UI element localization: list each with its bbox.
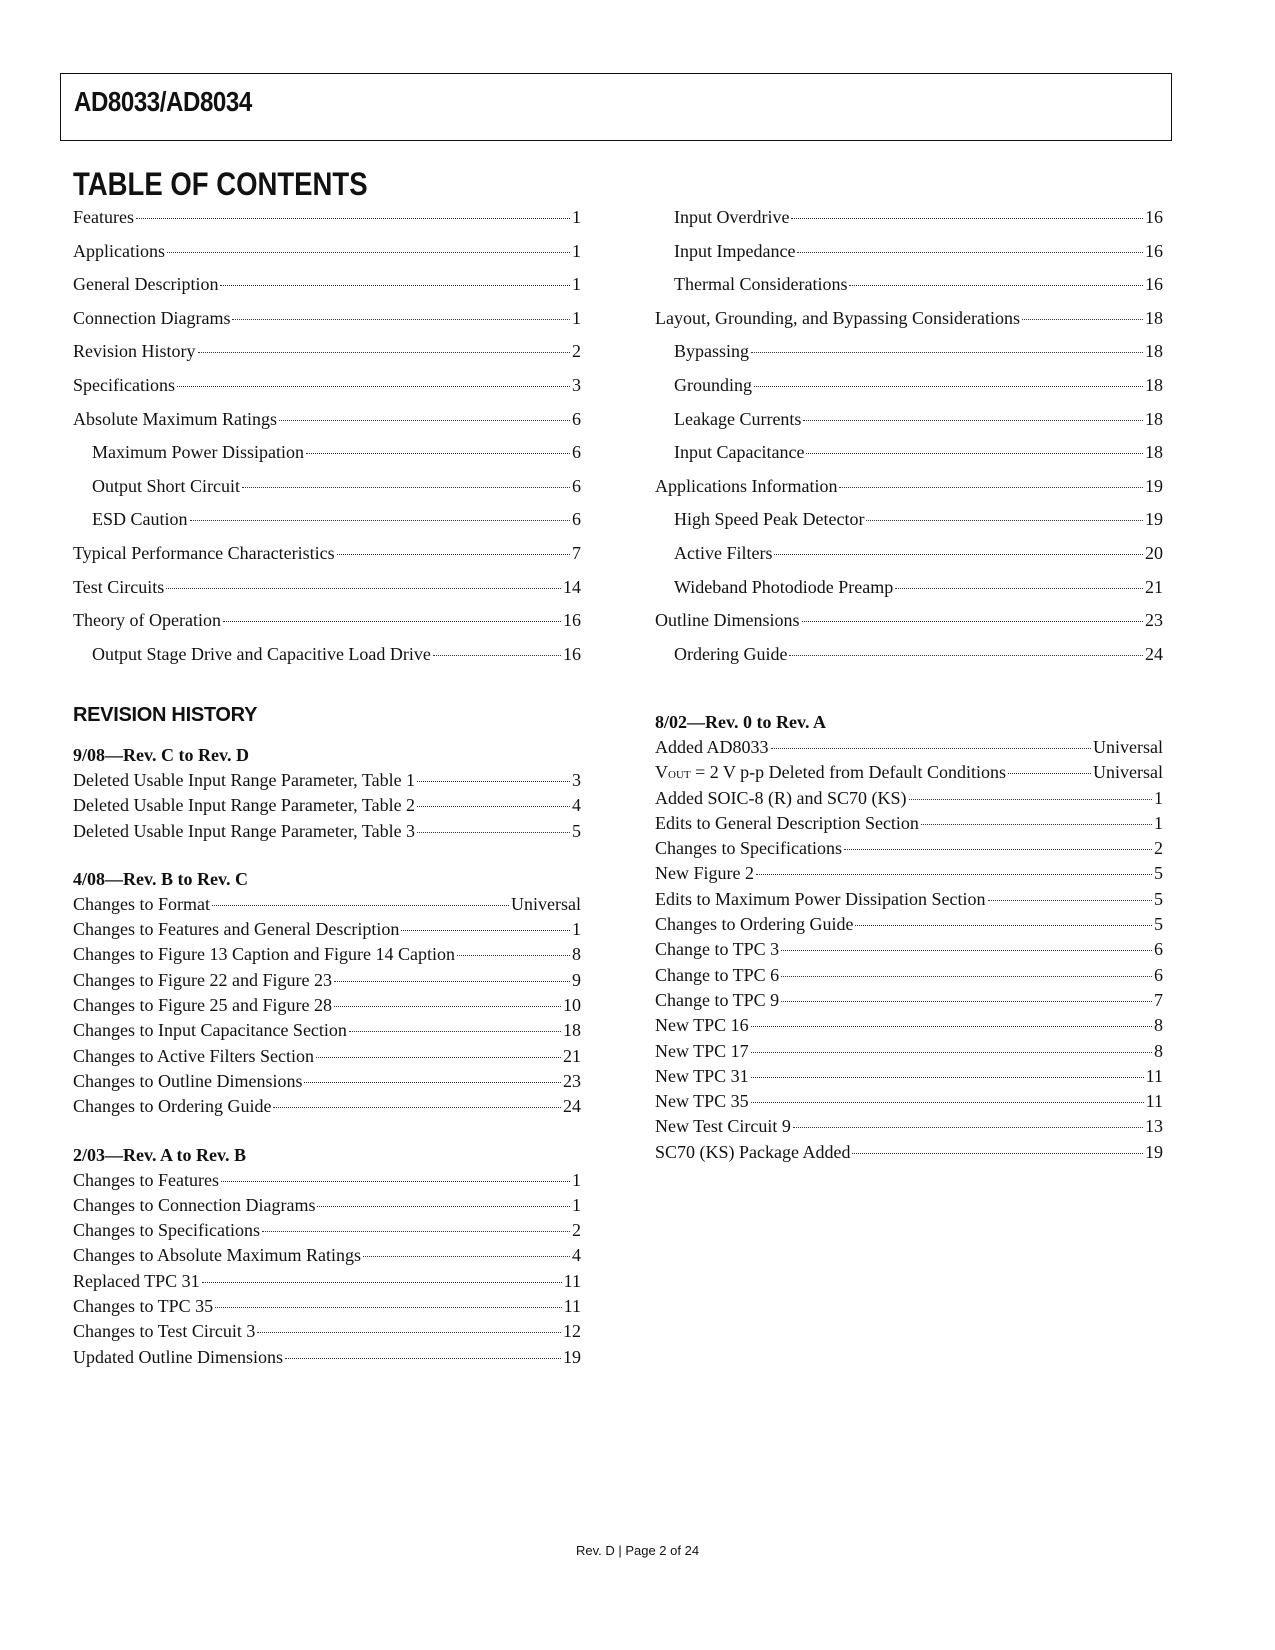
dot-leader	[198, 352, 570, 353]
entry-page-number: 2	[1154, 838, 1163, 859]
entry-page-number: 5	[1154, 863, 1163, 884]
entry-page-number: 5	[572, 820, 581, 841]
dot-leader	[457, 955, 570, 956]
toc-entry[interactable]	[73, 470, 581, 504]
toc-entry[interactable]	[73, 201, 581, 235]
entry-label: Changes to Input Capacitance Section	[73, 1020, 347, 1041]
revision-history-heading: REVISION HISTORY	[73, 704, 258, 726]
dot-leader	[417, 832, 570, 833]
dot-leader	[220, 285, 570, 286]
entry-page-number: 1	[572, 307, 581, 328]
entry-label: Changes to Format	[73, 893, 210, 914]
entry-label: New TPC 17	[655, 1040, 749, 1061]
dot-leader	[215, 1307, 561, 1308]
entry-page-number: 24	[563, 1096, 581, 1117]
revision-entry	[73, 1243, 581, 1268]
revision-group	[73, 866, 581, 1120]
revision-history-right-column	[655, 709, 1163, 1187]
entry-page-number: 8	[572, 944, 581, 965]
entry-page-number: 8	[1154, 1040, 1163, 1061]
header-box	[60, 73, 1172, 141]
toc-entry[interactable]	[73, 369, 581, 403]
revision-entry	[73, 1269, 581, 1294]
toc-title: TABLE OF CONTENTS	[73, 166, 368, 202]
dot-leader	[242, 487, 570, 488]
toc-entry[interactable]	[655, 335, 1163, 369]
entry-label: Change to TPC 6	[655, 964, 780, 985]
toc-entry[interactable]	[73, 302, 581, 336]
entry-page-number: 3	[572, 770, 581, 790]
entry-page-number: 1	[572, 240, 581, 261]
revision-group	[73, 742, 581, 844]
entry-label: New TPC 31	[655, 1065, 749, 1086]
toc-entry[interactable]	[73, 503, 581, 537]
entry-label: Changes to Ordering Guide	[73, 1096, 272, 1117]
dot-leader	[279, 420, 570, 421]
entry-label: Changes to Specifications	[73, 1220, 260, 1241]
entry-page-number: 18	[1145, 374, 1163, 395]
entry-page-number: Universal	[1093, 762, 1163, 783]
entry-label: Test Circuits	[73, 576, 165, 597]
dot-leader	[136, 218, 570, 219]
entry-label: Added AD8033	[655, 737, 769, 757]
entry-label: High Speed Peak Detector	[674, 509, 865, 530]
dot-leader	[789, 655, 1143, 656]
entry-page-number: 10	[563, 995, 581, 1016]
dot-leader	[771, 748, 1092, 749]
dot-leader	[349, 1031, 561, 1032]
entry-page-number: 16	[563, 643, 581, 664]
revision-entry	[655, 1039, 1163, 1064]
entry-page-number: 5	[1154, 888, 1163, 909]
entry-label: Applications Information	[655, 475, 838, 496]
entry-label: Absolute Maximum Ratings	[73, 408, 277, 429]
entry-page-number: 18	[1145, 408, 1163, 429]
entry-page-number: 6	[1154, 964, 1163, 985]
entry-page-number: Universal	[1093, 737, 1163, 757]
dot-leader	[433, 655, 561, 656]
dot-leader	[802, 621, 1144, 622]
dot-leader	[223, 621, 561, 622]
entry-label: Ordering Guide	[674, 643, 788, 664]
toc-entry[interactable]	[655, 201, 1163, 235]
dot-leader	[1022, 319, 1143, 320]
entry-label: Changes to Figure 22 and Figure 23	[73, 969, 332, 990]
dot-leader	[190, 520, 570, 521]
entry-page-number: 11	[563, 1296, 581, 1317]
revision-entry	[655, 887, 1163, 912]
revision-entry	[73, 1044, 581, 1069]
dot-leader	[417, 781, 570, 782]
toc-entry[interactable]	[73, 268, 581, 302]
dot-leader	[221, 1181, 570, 1182]
part-number: AD8033/AD8034	[74, 86, 252, 117]
dot-leader	[781, 950, 1152, 951]
entry-page-number: 23	[563, 1070, 581, 1091]
entry-page-number: 21	[563, 1045, 581, 1066]
dot-leader	[855, 925, 1152, 926]
dot-leader	[866, 520, 1143, 521]
entry-page-number: 1	[572, 207, 581, 227]
revision-entry	[655, 963, 1163, 988]
entry-page-number: 1	[572, 919, 581, 940]
entry-label: Edits to General Description Section	[655, 812, 919, 833]
dot-leader	[334, 1006, 561, 1007]
entry-label: Input Overdrive	[674, 207, 790, 227]
dot-leader	[844, 849, 1152, 850]
entry-label: Output Stage Drive and Capacitive Load Drive	[92, 643, 431, 664]
entry-label: New Test Circuit 9	[655, 1116, 791, 1137]
entry-label: Deleted Usable Input Range Parameter, Table 3	[73, 820, 416, 841]
revision-entry	[73, 1193, 581, 1218]
entry-label: New TPC 35	[655, 1091, 749, 1112]
entry-label: Changes to Absolute Maximum Ratings	[73, 1245, 361, 1266]
revision-history-left-column	[73, 742, 581, 1392]
entry-label: Leakage Currents	[674, 408, 802, 429]
dot-leader	[212, 905, 509, 906]
entry-label: Revision History	[73, 341, 196, 362]
revision-entry	[655, 836, 1163, 861]
dot-leader	[806, 453, 1143, 454]
entry-page-number: 4	[572, 795, 581, 816]
entry-label: Changes to Features	[73, 1169, 219, 1190]
revision-entry	[73, 1168, 581, 1193]
dot-leader	[1008, 773, 1091, 774]
toc-entry[interactable]	[655, 638, 1163, 672]
entry-page-number: 1	[1154, 812, 1163, 833]
entry-page-number: 6	[572, 408, 581, 429]
entry-label: Changes to Outline Dimensions	[73, 1070, 303, 1091]
dot-leader	[167, 252, 570, 253]
dot-leader	[803, 420, 1143, 421]
revision-entry	[73, 1294, 581, 1319]
entry-label: Change to TPC 9	[655, 989, 780, 1010]
revision-entry	[73, 1069, 581, 1094]
revision-entry	[655, 735, 1163, 760]
entry-page-number: 4	[572, 1245, 581, 1266]
toc-left-column	[73, 201, 581, 671]
entry-page-number: 19	[1145, 509, 1163, 530]
dot-leader	[363, 1256, 570, 1257]
revision-entry	[73, 942, 581, 967]
entry-page-number: 1	[572, 1194, 581, 1215]
dot-leader	[852, 1153, 1143, 1154]
toc-entry[interactable]	[655, 604, 1163, 638]
dot-leader	[793, 1127, 1143, 1128]
entry-label: ESD Caution	[92, 509, 188, 530]
revision-entry	[73, 1018, 581, 1043]
entry-label: Changes to Figure 13 Caption and Figure 14 Caption	[73, 944, 455, 965]
entry-label: Updated Outline Dimensions	[73, 1346, 283, 1367]
entry-label: Maximum Power Dissipation	[92, 442, 304, 463]
entry-label: Outline Dimensions	[655, 610, 800, 631]
toc-right-column	[655, 201, 1163, 671]
revision-entry	[655, 988, 1163, 1013]
revision-entry	[73, 993, 581, 1018]
revision-entry	[73, 1218, 581, 1243]
revision-entry	[73, 968, 581, 993]
entry-label: New TPC 16	[655, 1015, 749, 1036]
entry-label: New Figure 2	[655, 863, 754, 884]
revision-group	[655, 709, 1163, 1165]
entry-label-rest: = 2 V p-p Deleted from Default Conditions	[690, 762, 1007, 783]
toc-entry[interactable]	[655, 571, 1163, 605]
toc-entry[interactable]	[655, 436, 1163, 470]
dot-leader	[774, 554, 1143, 555]
entry-page-number: 18	[563, 1020, 581, 1041]
dot-leader	[317, 1206, 570, 1207]
entry-label: Changes to Test Circuit 3	[73, 1321, 256, 1342]
dot-leader	[262, 1231, 570, 1232]
dot-leader	[921, 824, 1152, 825]
toc-entry[interactable]	[73, 571, 581, 605]
page-footer: Rev. D | Page 2 of 24	[575, 1543, 700, 1558]
entry-label: Replaced TPC 31	[73, 1270, 200, 1291]
toc-entry[interactable]	[655, 302, 1163, 336]
revision-entry	[73, 819, 581, 844]
dot-leader	[909, 799, 1153, 800]
entry-label: Changes to Features and General Description	[73, 919, 400, 940]
entry-label: Deleted Usable Input Range Parameter, Table 1	[73, 770, 416, 790]
revision-entry	[655, 1114, 1163, 1139]
entry-page-number: 6	[572, 509, 581, 530]
revision-entry	[73, 917, 581, 942]
dot-leader	[756, 874, 1152, 875]
entry-label: Changes to Connection Diagrams	[73, 1194, 316, 1215]
revision-entry	[73, 1094, 581, 1119]
entry-page-number: 2	[572, 1220, 581, 1241]
entry-label: Bypassing	[674, 341, 750, 362]
revision-entry	[73, 1345, 581, 1370]
entry-label: Applications	[73, 240, 165, 261]
entry-label: Thermal Considerations	[674, 274, 848, 295]
revision-entry	[655, 811, 1163, 836]
entry-label: Input Impedance	[674, 240, 796, 261]
toc-entry[interactable]	[73, 436, 581, 470]
toc-entry[interactable]	[73, 235, 581, 269]
entry-label: Features	[73, 207, 134, 227]
revision-entry	[655, 786, 1163, 811]
dot-leader	[306, 453, 570, 454]
revision-entry	[655, 1140, 1163, 1165]
dot-leader	[417, 806, 570, 807]
toc-entry[interactable]	[655, 369, 1163, 403]
entry-page-number: 18	[1145, 341, 1163, 362]
entry-label: Changes to Active Filters Section	[73, 1045, 314, 1066]
dot-leader	[304, 1082, 561, 1083]
dot-leader	[751, 1102, 1144, 1103]
dot-leader	[781, 1001, 1152, 1002]
entry-page-number: 11	[1145, 1091, 1163, 1112]
revision-group	[73, 1142, 581, 1370]
toc-entry[interactable]	[73, 638, 581, 672]
revision-entry	[655, 1064, 1163, 1089]
toc-entry[interactable]	[73, 403, 581, 437]
entry-page-number: 20	[1145, 542, 1163, 563]
entry-page-number: 24	[1145, 643, 1163, 664]
entry-label: Grounding	[674, 374, 752, 395]
dot-leader	[273, 1107, 561, 1108]
revision-entry	[655, 912, 1163, 937]
dot-leader	[166, 588, 561, 589]
revision-entry	[73, 1319, 581, 1344]
revision-entry	[73, 793, 581, 818]
revision-entry	[655, 937, 1163, 962]
revision-entry	[655, 1089, 1163, 1114]
entry-page-number: 7	[1154, 989, 1163, 1010]
entry-label: Connection Diagrams	[73, 307, 231, 328]
entry-page-number: 8	[1154, 1015, 1163, 1036]
dot-leader	[781, 976, 1152, 977]
dot-leader	[754, 386, 1143, 387]
dot-leader	[797, 252, 1143, 253]
entry-page-number: 19	[1145, 475, 1163, 496]
entry-label: SC70 (KS) Package Added	[655, 1141, 851, 1162]
dot-leader	[751, 352, 1143, 353]
toc-entry[interactable]	[73, 604, 581, 638]
entry-page-number: 18	[1145, 307, 1163, 328]
entry-label: Changes to TPC 35	[73, 1296, 214, 1317]
entry-page-number: 5	[1154, 914, 1163, 935]
entry-page-number: 13	[1145, 1116, 1163, 1137]
entry-page-number: 16	[1145, 240, 1163, 261]
dot-leader	[849, 285, 1143, 286]
entry-page-number: 23	[1145, 610, 1163, 631]
entry-label: Changes to Figure 25 and Figure 28	[73, 995, 332, 1016]
entry-page-number: 2	[572, 341, 581, 362]
dot-leader	[401, 930, 570, 931]
revision-entry	[73, 892, 581, 917]
entry-page-number: 16	[563, 610, 581, 631]
entry-label-subscript: OUT	[668, 769, 691, 782]
entry-page-number: 6	[572, 475, 581, 496]
entry-label: Theory of Operation	[73, 610, 221, 631]
entry-page-number: Universal	[511, 893, 581, 914]
entry-page-number: 16	[1145, 274, 1163, 295]
entry-page-number: 11	[563, 1270, 581, 1291]
dot-leader	[791, 218, 1143, 219]
toc-entry[interactable]	[655, 235, 1163, 269]
dot-leader	[177, 386, 570, 387]
toc-entry[interactable]	[73, 537, 581, 571]
dot-leader	[751, 1077, 1144, 1078]
dot-leader	[257, 1332, 561, 1333]
revision-group-title: 4/08—Rev. B to Rev. C	[73, 868, 248, 889]
entry-page-number: 3	[572, 374, 581, 395]
entry-label: Edits to Maximum Power Dissipation Section	[655, 888, 986, 909]
entry-label: Input Capacitance	[674, 442, 805, 463]
entry-page-number: 11	[1145, 1065, 1163, 1086]
toc-entry[interactable]	[655, 537, 1163, 571]
entry-label: Output Short Circuit	[92, 475, 240, 496]
entry-label: Active Filters	[674, 542, 773, 563]
entry-page-number: 1	[1154, 787, 1163, 808]
revision-group-title: 8/02—Rev. 0 to Rev. A	[655, 712, 826, 732]
entry-label	[655, 760, 1006, 788]
toc-entry[interactable]	[655, 503, 1163, 537]
revision-entry	[655, 861, 1163, 886]
entry-page-number: 18	[1145, 442, 1163, 463]
entry-page-number: 14	[563, 576, 581, 597]
entry-label: Change to TPC 3	[655, 939, 780, 960]
entry-page-number: 9	[572, 969, 581, 990]
entry-page-number: 1	[572, 1169, 581, 1190]
entry-page-number: 7	[572, 542, 581, 563]
entry-page-number: 19	[1145, 1141, 1163, 1162]
entry-label: Layout, Grounding, and Bypassing Considerations	[655, 307, 1020, 328]
entry-label: Added SOIC-8 (R) and SC70 (KS)	[655, 787, 907, 808]
entry-label: General Description	[73, 274, 219, 295]
entry-page-number: 12	[563, 1321, 581, 1342]
revision-entry	[73, 768, 581, 793]
dot-leader	[232, 319, 570, 320]
toc-entry[interactable]	[655, 403, 1163, 437]
dot-leader	[988, 900, 1153, 901]
dot-leader	[202, 1282, 562, 1283]
toc-entry[interactable]	[655, 268, 1163, 302]
entry-page-number: 16	[1145, 207, 1163, 227]
dot-leader	[751, 1052, 1152, 1053]
revision-entry	[655, 760, 1163, 785]
dot-leader	[337, 554, 570, 555]
entry-page-number: 1	[572, 274, 581, 295]
entry-label: Changes to Specifications	[655, 838, 842, 859]
revision-group-title: 9/08—Rev. C to Rev. D	[73, 745, 249, 765]
toc-entry[interactable]	[655, 470, 1163, 504]
entry-label: Typical Performance Characteristics	[73, 542, 335, 563]
revision-entry	[655, 1013, 1163, 1038]
entry-label: Deleted Usable Input Range Parameter, Table 2	[73, 795, 416, 816]
dot-leader	[316, 1057, 561, 1058]
dot-leader	[334, 981, 570, 982]
dot-leader	[895, 588, 1143, 589]
entry-page-number: 6	[1154, 939, 1163, 960]
entry-page-number: 19	[563, 1346, 581, 1367]
dot-leader	[751, 1026, 1152, 1027]
entry-page-number: 6	[572, 442, 581, 463]
entry-label: Specifications	[73, 374, 175, 395]
entry-label: Changes to Ordering Guide	[655, 914, 854, 935]
toc-entry[interactable]	[73, 335, 581, 369]
entry-label-main: V	[655, 762, 668, 783]
entry-label: Wideband Photodiode Preamp	[674, 576, 894, 597]
dot-leader	[285, 1358, 561, 1359]
entry-page-number: 21	[1145, 576, 1163, 597]
dot-leader	[839, 487, 1143, 488]
revision-group-title: 2/03—Rev. A to Rev. B	[73, 1144, 247, 1165]
